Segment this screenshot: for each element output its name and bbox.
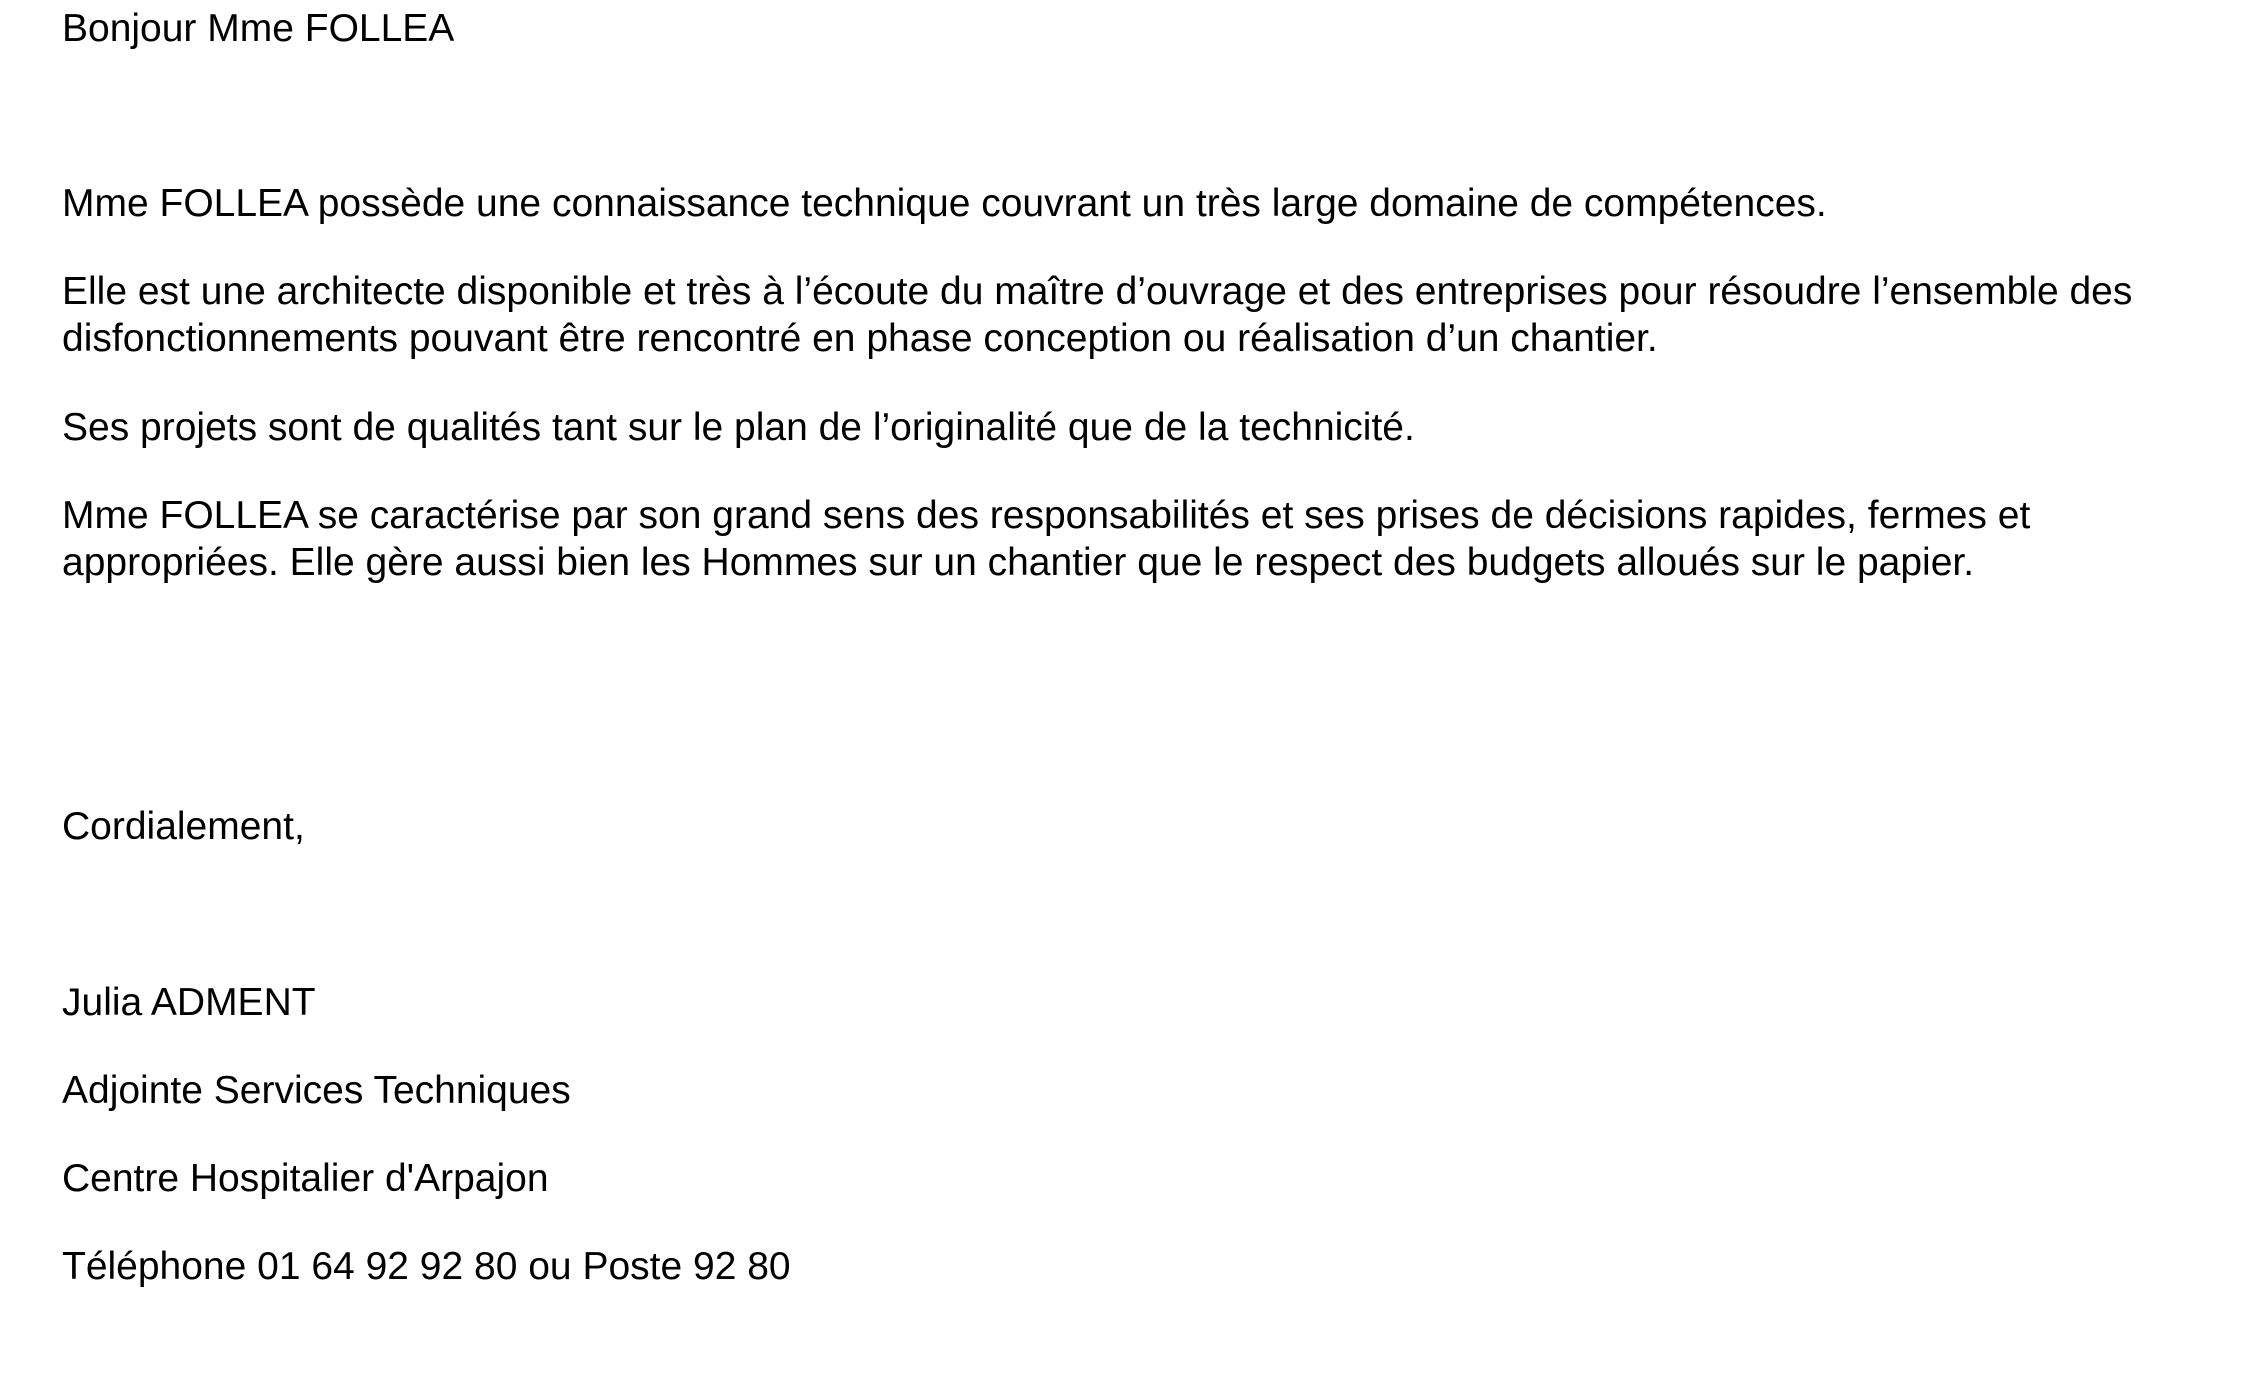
- paragraph-disponibilite: Elle est une architecte disponible et très à l’écoute du maître d’ouvrage et des entreprises pour résoudre l’ensemble des disfonctionnements pouvant être rencontré en phase conception ou réalisation d’un chantier.: [62, 270, 2133, 360]
- paragraph-qualite-projets: Ses projets sont de qualités tant sur le plan de l’originalité que de la technicité.: [62, 406, 1415, 449]
- paragraph-responsabilites: Mme FOLLEA se caractérise par son grand sens des responsabilités et ses prises de décisions rapides, fermes et appropriées. Elle gère aussi bien les Hommes sur un chantier que le respect des budgets alloués sur le papier.: [62, 494, 2031, 584]
- signature-role: Adjointe Services Techniques: [62, 1069, 571, 1112]
- signature-name: Julia ADMENT: [62, 981, 316, 1024]
- greeting: Bonjour Mme FOLLEA: [62, 7, 455, 50]
- closing: Cordialement,: [62, 805, 305, 848]
- paragraph-competences: Mme FOLLEA possède une connaissance technique couvrant un très large domaine de compétences.: [62, 182, 1827, 225]
- signature-organization: Centre Hospitalier d'Arpajon: [62, 1157, 549, 1200]
- signature-phone: Téléphone 01 64 92 92 80 ou Poste 92 80: [62, 1245, 791, 1288]
